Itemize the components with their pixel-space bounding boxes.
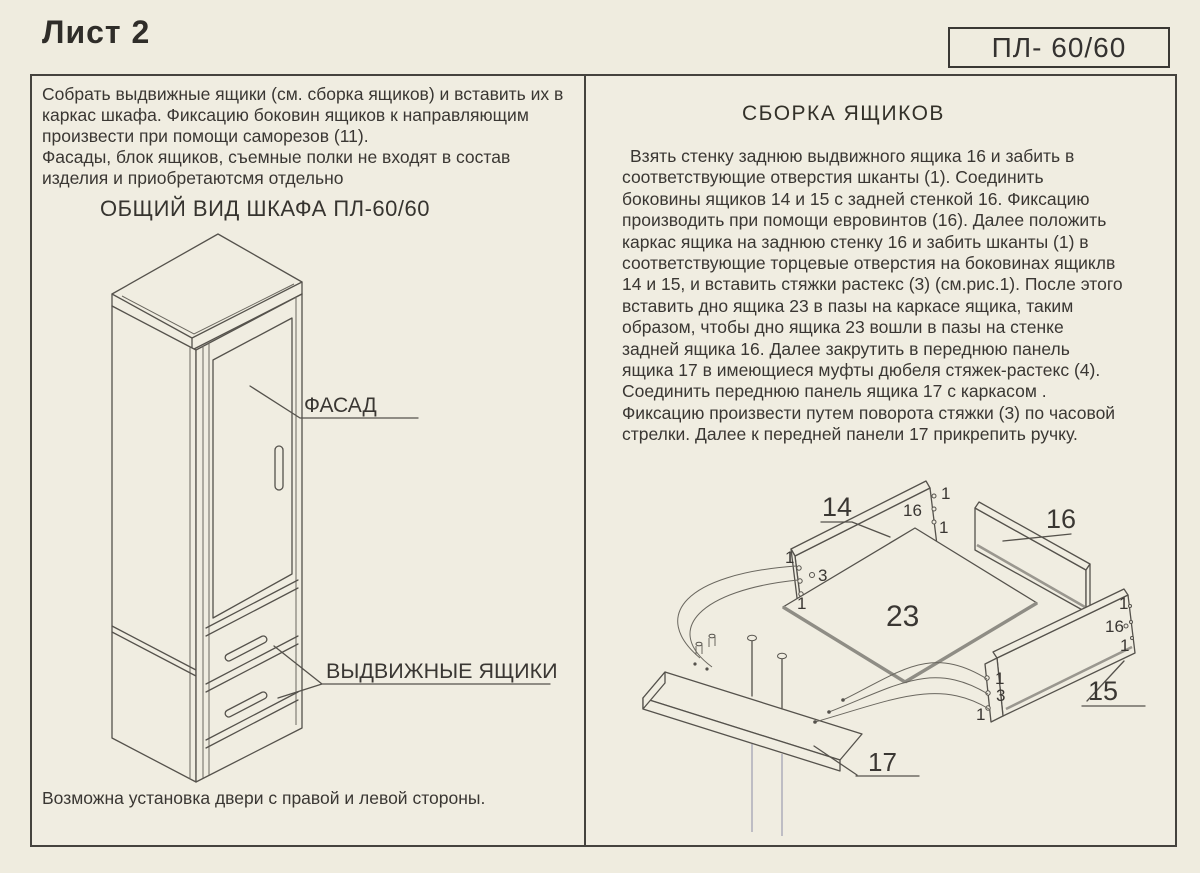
dowel-label-1: 1 [976, 705, 986, 724]
part-label-15: 15 [1088, 676, 1119, 706]
part-label-23: 23 [886, 600, 920, 633]
content-frame [30, 74, 1177, 847]
dowel-label-1: 1 [1120, 636, 1130, 655]
assembly-drawing [600, 468, 1172, 843]
facade-label: ФАСАД [304, 394, 377, 417]
rastex-label-3: 3 [996, 686, 1006, 705]
part-label-17: 17 [868, 747, 897, 777]
assembly-instructions: Взять стенку заднюю выдвижного ящика 16 и забить в соответствующие отверстия шканты (1). Соединить боковины ящиков 14 и 15 с задней стенкой 16. Фиксацию производить при помощи евровинтов (16). Далее положить каркас ящика на заднюю стенку 16 и забить шканты (1) в соответствующие торцевые отверстия на боковинах ящиклв 14 и 15, и вставить стяжки растекс (3) (см.рис.1). После этого вставить дно ящика 23 в пазы на каркасе ящика, таким образом, чтобы дно ящика 23 вошли в пазы на стенке задней ящика 16. Далее закрутить в переднюю панель ящика 17 в имеющиеся муфты дюбеля стяжек-растекс (4). Соединить переднюю панель ящика 17 с каркасом . Фиксацию произвести путем поворота стяжки (3) по часовой стрелки. Далее к передней панели 17 прикрепить ручку. [622, 146, 1123, 445]
model-badge [948, 27, 1170, 68]
euroscrew-label-16: 16 [903, 501, 922, 520]
front-panel-17-shape [643, 634, 862, 836]
sheet-title: Лист 2 [42, 14, 151, 50]
dowel-label-1: 1 [939, 518, 949, 537]
dowel-label-1: 1 [995, 669, 1005, 688]
dowel-label-1: 1 [797, 594, 807, 613]
model-badge-text: ПЛ- 60/60 [991, 31, 1127, 63]
intro-text [42, 84, 564, 189]
drawers-label: ВЫДВИЖНЫЕ ЯЩИКИ [326, 659, 558, 683]
cabinet-side-panel [112, 306, 196, 782]
dowel-label-1: 1 [941, 484, 951, 503]
dowel-label-1: 1 [1119, 594, 1129, 613]
assembly-title: СБОРКА ЯЩИКОВ [742, 102, 945, 125]
intro-paragraph-2: Фасады, блок ящиков, съемные полки не входят в состав изделия и приобретаютсмя отдельно [42, 147, 511, 188]
rastex-label-3: 3 [818, 566, 828, 585]
part-label-14: 14 [822, 492, 853, 522]
euroscrew-label-16: 16 [1105, 617, 1124, 636]
cabinet-drawing-title: ОБЩИЙ ВИД ШКАФА ПЛ-60/60 [100, 196, 430, 221]
door-note: Возможна установка двери с правой и левой стороны. [42, 788, 486, 808]
cabinet-drawing [60, 228, 560, 803]
cabinet-front-face [196, 294, 302, 782]
column-divider [584, 76, 586, 845]
dowel-label-1: 1 [785, 548, 795, 567]
screw-icon [748, 635, 787, 708]
part-label-16: 16 [1046, 504, 1077, 534]
dowel-pin-icon [696, 634, 715, 655]
intro-paragraph-1: Собрать выдвижные ящики (см. сборка ящиков) и вставить их в каркас шкафа. Фиксацию боковин ящиков к направляющим произвести при помощи саморезов (11). [42, 84, 564, 146]
